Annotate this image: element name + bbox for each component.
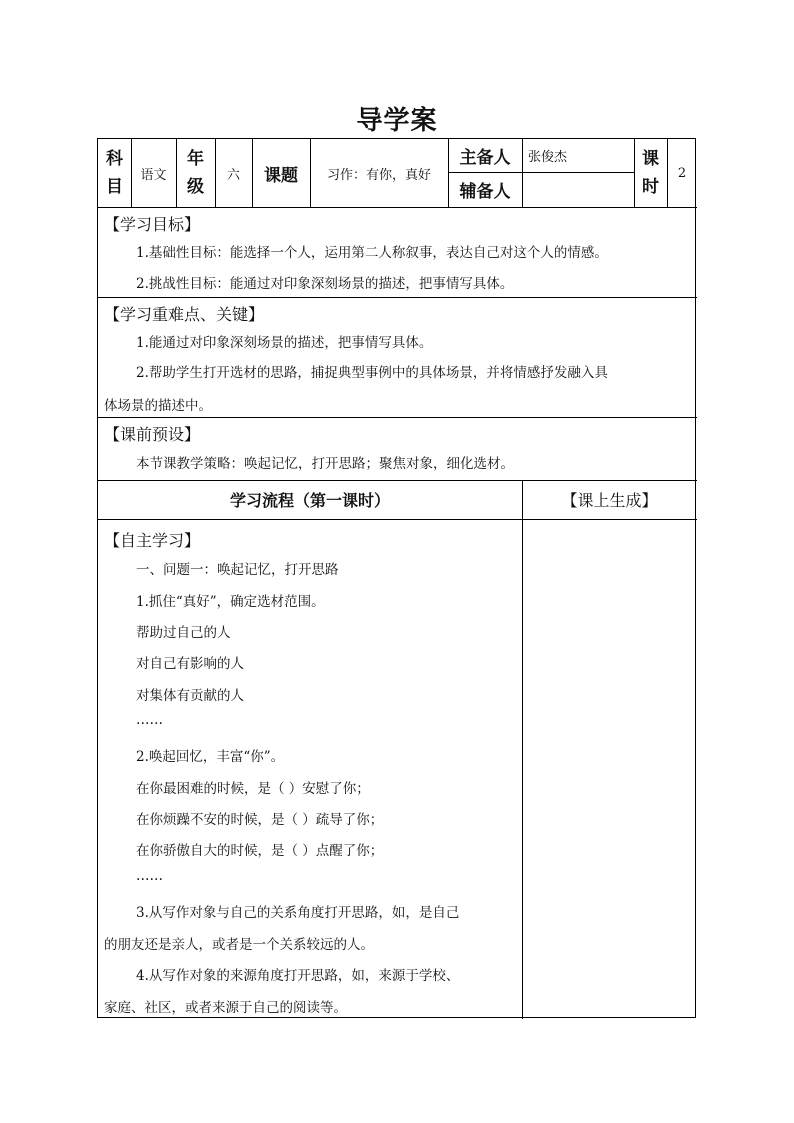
flow-line: 对自己有影响的人 [136,656,244,672]
key-point-item: 2.帮助学生打开选材的思路，捕捉典型事例中的具体场景，并将情感抒发融入具 [136,365,608,381]
key-point-item: 体场景的描述中。 [104,398,212,414]
key-points-heading: 【学习重难点、关键】 [104,305,265,324]
flow-line: 一、问题一：唤起记忆，打开思路 [136,562,339,578]
goals-heading: 【学习目标】 [104,215,201,234]
main-preparer-value: 张俊杰 [528,150,568,165]
main-preparer-label: 主备人 [459,148,511,168]
flow-line: …… [136,868,163,884]
flow-line: 家庭、社区，或者来源于自己的阅读等。 [104,1000,347,1016]
flow-line: 帮助过自己的人 [136,625,231,641]
page-title: 导学案 [356,106,438,136]
flow-line: 在你最困难的时候，是（ ）安慰了你； [136,781,370,797]
subject-label-char: 科 [106,149,123,169]
assistant-preparer-value [522,172,634,207]
goal-item: 1.基础性目标：能选择一个人，运用第二人称叙事，表达自己对这个人的情感。 [136,245,608,261]
lesson-plan-table [97,138,696,1018]
table-divider [98,519,697,520]
period-value: 2 [677,165,687,181]
flow-heading: 学习流程（第一课时） [229,491,390,510]
grade-label-char: 年 [187,149,204,169]
table-divider [522,480,523,1019]
preview-text: 本节课教学策略：唤起记忆，打开思路；聚焦对象，细化选材。 [136,456,514,472]
class-notes-heading: 【课上生成】 [561,491,658,510]
table-divider [98,207,697,208]
flow-line: 对集体有贡献的人 [136,688,244,704]
subject-label-char: 目 [106,177,123,197]
flow-line: 4.从写作对象的来源角度打开思路，如，来源于学校、 [136,968,460,984]
period-label [634,139,667,207]
grade-label [176,139,215,207]
flow-line: …… [136,712,163,728]
flow-line: 3.从写作对象与自己的关系角度打开思路，如，是自己 [136,905,460,921]
period-label-char: 课 [642,149,659,169]
grade-label-char: 级 [187,177,204,197]
key-point-item: 1.能通过对印象深刻场景的描述，把事情写具体。 [136,335,433,351]
assistant-preparer-label: 辅备人 [459,182,511,202]
self-study-heading: 【自主学习】 [104,531,201,550]
flow-line: 的朋友还是亲人，或者是一个关系较远的人。 [104,937,374,953]
preview-heading: 【课前预设】 [104,425,201,444]
subject-value: 语文 [140,167,167,183]
topic-label: 课题 [264,165,298,186]
flow-line: 在你烦躁不安的时候，是（ ）疏导了你； [136,812,384,828]
period-label-char: 时 [642,177,659,197]
subject-label [98,139,131,207]
table-divider [98,417,697,418]
flow-line: 2.唤起回忆，丰富“你”。 [136,749,285,765]
table-divider [98,297,697,298]
flow-line: 1.抓住“真好”，确定选材范围。 [136,594,325,610]
grade-value: 六 [226,167,240,183]
flow-line: 在你骄傲自大的时候，是（ ）点醒了你； [136,843,384,859]
topic-value: 习作：有你，真好 [326,167,431,183]
goal-item: 2.挑战性目标：能通过对印象深刻场景的描述，把事情写具体。 [136,276,514,292]
